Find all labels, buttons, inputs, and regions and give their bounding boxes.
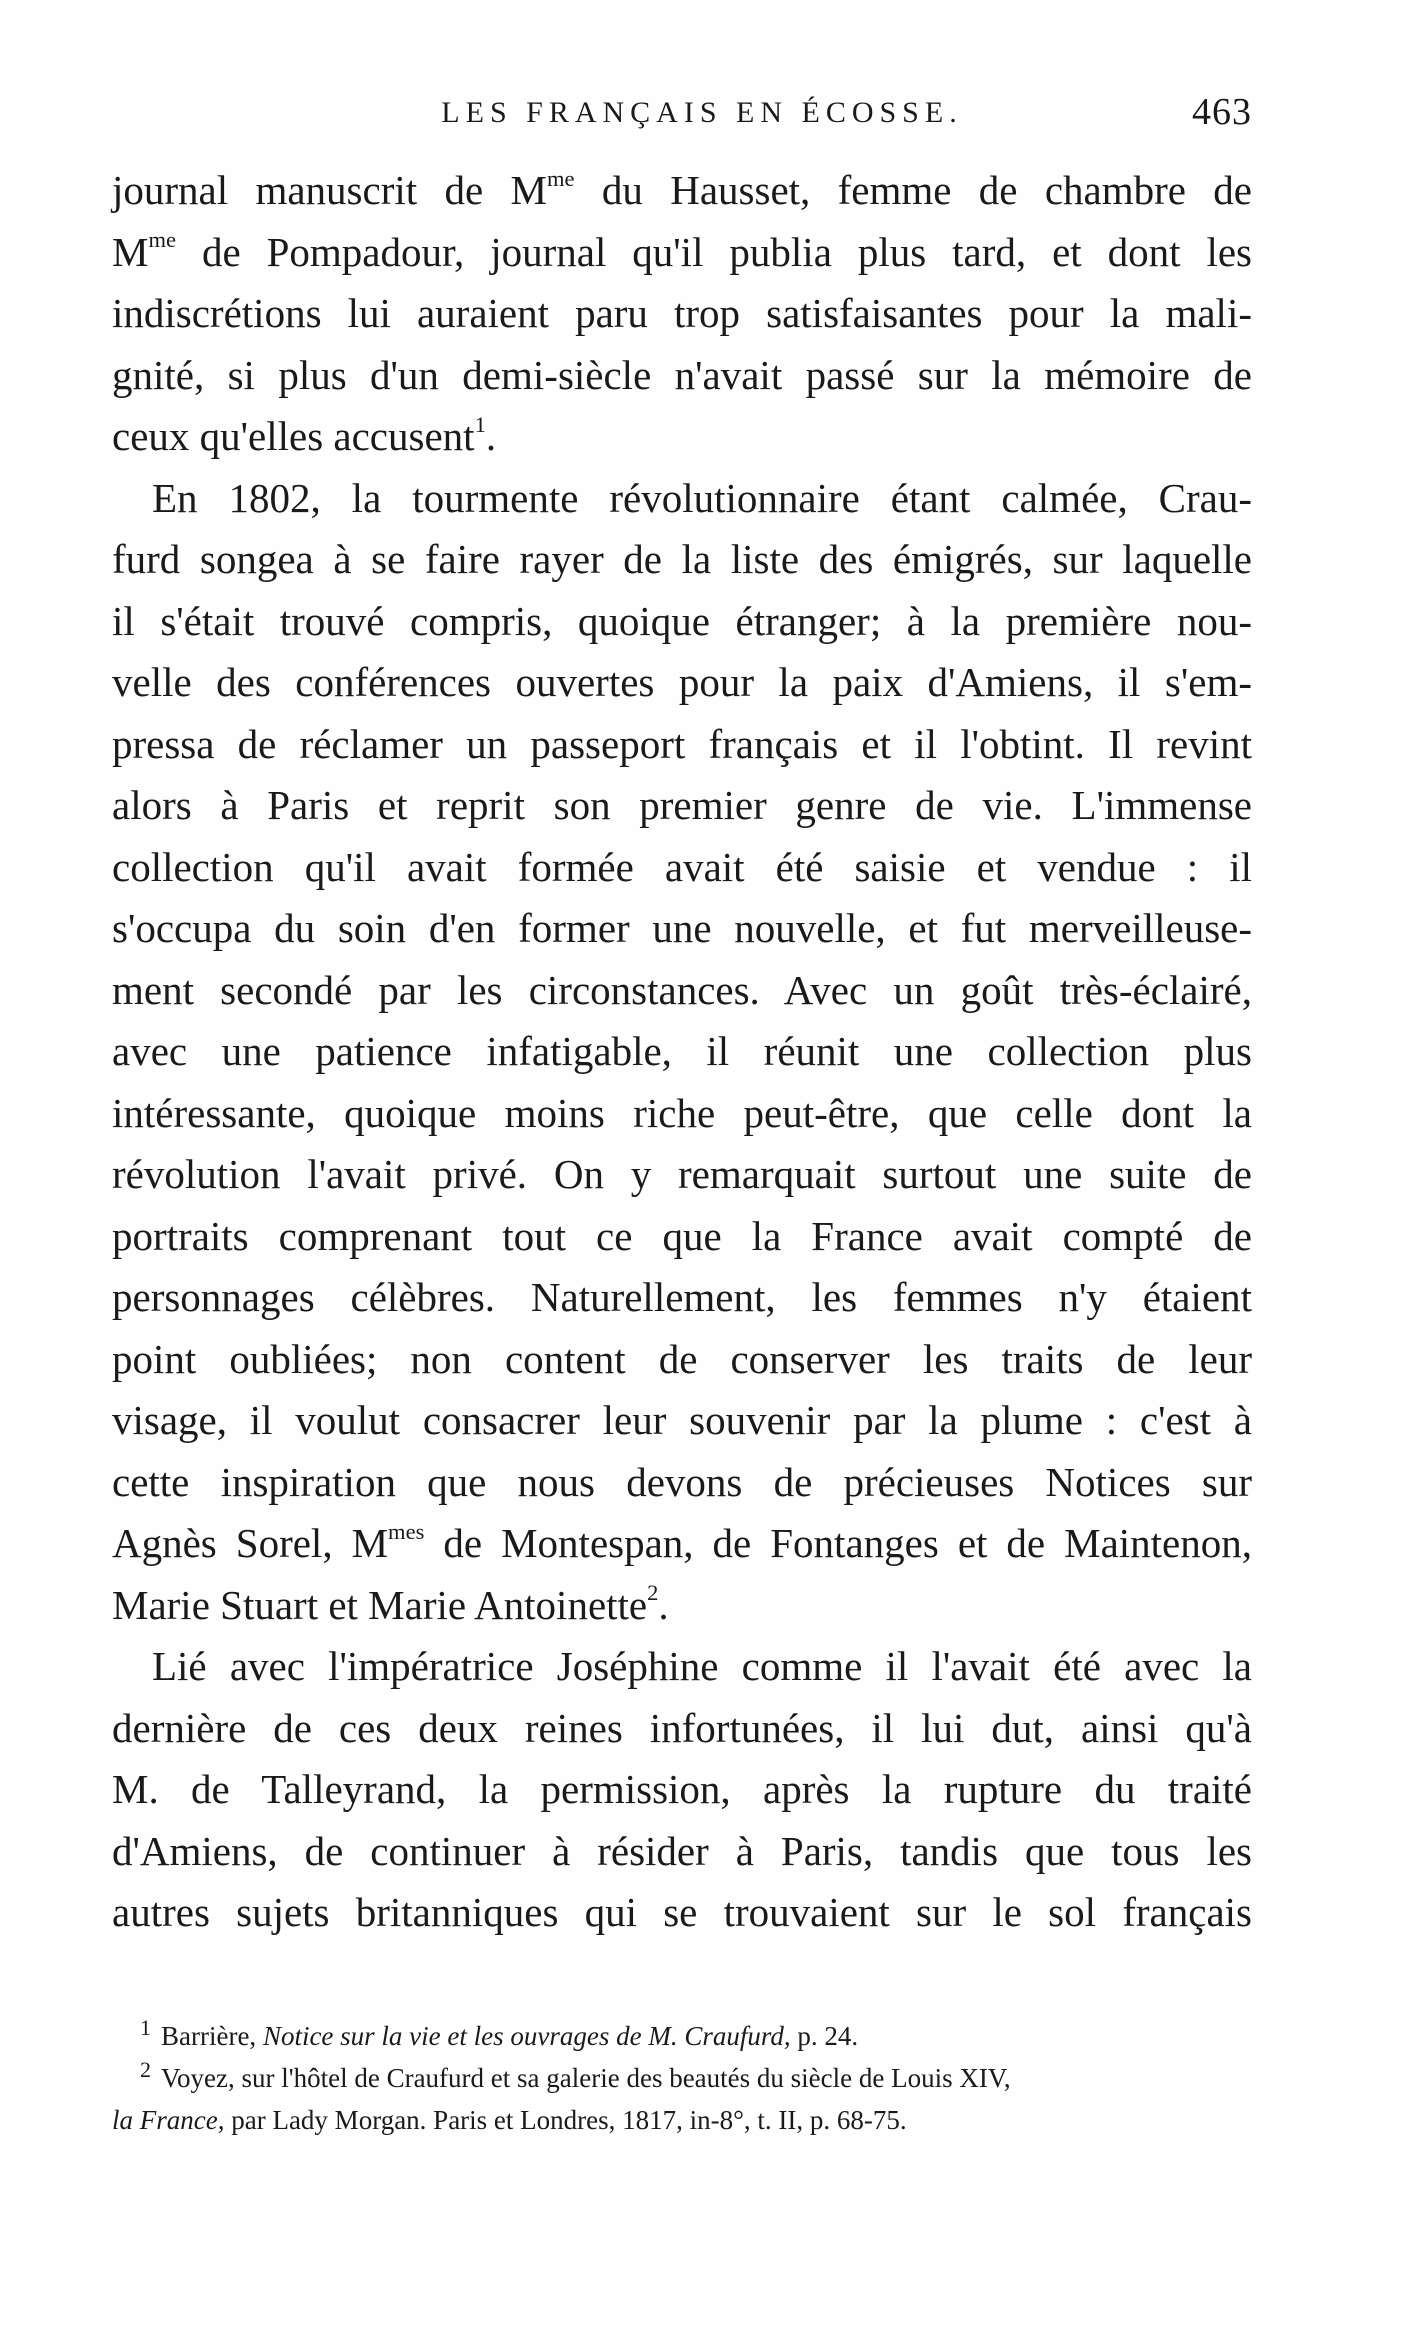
text-line-main: autres sujets britanniques qui se trouvaient sur le sol français bbox=[112, 1889, 1252, 1935]
text-line bbox=[112, 345, 1252, 407]
footnote-2-title: la France, bbox=[112, 2105, 225, 2135]
text-line bbox=[112, 468, 1252, 530]
text-line-main: furd songea à se faire rayer de la liste des émigrés, sur laquelle bbox=[112, 536, 1252, 582]
footnotes bbox=[112, 2015, 1252, 2141]
text-line-main: Lié avec l'impératrice Joséphine comme il l'avait été avec la bbox=[152, 1643, 1252, 1689]
text-line bbox=[112, 1390, 1252, 1452]
footnote-2-line2: par Lady Morgan. Paris et Londres, 1817, in-8°, t. II, p. 68-75. bbox=[224, 2105, 907, 2135]
text-line-main: En 1802, la tourmente révolutionnaire étant calmée, Crau- bbox=[152, 474, 1252, 521]
text-line-rest: de Montespan, de Fontanges et de Maintenon, bbox=[424, 1520, 1253, 1566]
text-line bbox=[112, 1083, 1252, 1145]
text-line-rest: . bbox=[485, 413, 497, 459]
text-line bbox=[112, 1882, 1252, 1944]
superscript: 2 bbox=[647, 1580, 659, 1606]
text-line bbox=[112, 775, 1252, 837]
text-line-main: avec une patience infatigable, il réunit une collection plus bbox=[112, 1028, 1252, 1074]
text-line bbox=[112, 898, 1252, 960]
footnote-1-page: p. 24. bbox=[790, 2021, 859, 2051]
text-line bbox=[112, 1636, 1252, 1698]
text-line-main: M bbox=[112, 228, 149, 275]
superscript: mes bbox=[388, 1518, 425, 1544]
footnote-1-author: Barrière, bbox=[161, 2021, 263, 2051]
footnote-1-title: Notice sur la vie et les ouvrages de M. Craufurd, bbox=[262, 2021, 791, 2051]
text-line-main: Marie Stuart et Marie Antoinette bbox=[112, 1581, 648, 1628]
text-line bbox=[112, 529, 1252, 591]
body-text bbox=[112, 160, 1252, 1944]
text-line-main: cette inspiration que nous devons de précieuses Notices sur bbox=[112, 1458, 1252, 1505]
text-line bbox=[112, 222, 1252, 284]
text-line bbox=[112, 1144, 1252, 1206]
text-line bbox=[112, 283, 1252, 345]
text-line-main: alors à Paris et reprit son premier genre de vie. L'immense bbox=[112, 782, 1252, 828]
text-line bbox=[112, 1021, 1252, 1083]
text-line-main: ment secondé par les circonstances. Avec un goût très-éclairé, bbox=[112, 966, 1252, 1013]
footnote-1-number: 1 bbox=[140, 2015, 151, 2040]
text-line bbox=[112, 1267, 1252, 1329]
text-line bbox=[112, 1698, 1252, 1760]
text-line bbox=[112, 652, 1252, 714]
text-line-rest: . bbox=[658, 1581, 669, 1628]
text-line bbox=[112, 1206, 1252, 1268]
text-line-main: visage, il voulut consacrer leur souvenir par la plume : c'est à bbox=[112, 1397, 1252, 1443]
text-line-main: collection qu'il avait formée avait été saisie et vendue : il bbox=[112, 843, 1252, 890]
text-line-main: point oubliées; non content de conserver les traits de leur bbox=[112, 1335, 1252, 1382]
running-header bbox=[112, 91, 1252, 146]
superscript: me bbox=[148, 227, 177, 253]
text-line-main: ceux qu'elles accusent bbox=[112, 413, 475, 459]
text-line bbox=[112, 1575, 1252, 1637]
text-line bbox=[112, 960, 1252, 1022]
text-line bbox=[112, 1759, 1252, 1821]
text-line bbox=[112, 1452, 1252, 1514]
text-line bbox=[112, 160, 1252, 222]
text-line-main: pressa de réclamer un passeport français et il l'obtint. Il revint bbox=[112, 720, 1252, 767]
superscript: 1 bbox=[474, 411, 486, 437]
text-line-main: révolution l'avait privé. On y remarquait surtout une suite de bbox=[112, 1151, 1252, 1197]
running-title: LES FRANÇAIS EN ÉCOSSE. bbox=[441, 96, 963, 129]
text-line-main: gnité, si plus d'un demi-siècle n'avait passé sur la mémoire de bbox=[112, 351, 1252, 398]
text-line-rest: du Hausset, femme de chambre de bbox=[574, 167, 1253, 213]
text-line-main: intéressante, quoique moins riche peut-être, que celle dont la bbox=[112, 1089, 1252, 1136]
footnote-2-line1: Voyez, sur l'hôtel de Craufurd et sa galerie des beautés du siècle de Louis XIV, bbox=[161, 2063, 1011, 2093]
text-line-main: indiscrétions lui auraient paru trop satisfaisantes pour la mali- bbox=[112, 290, 1252, 336]
text-line-main: journal manuscrit de M bbox=[112, 167, 547, 213]
footnote-2-continuation bbox=[112, 2099, 1252, 2141]
text-line-main: M. de Talleyrand, la permission, après la rupture du traité bbox=[112, 1766, 1252, 1812]
text-line bbox=[112, 591, 1252, 653]
text-line-main: dernière de ces deux reines infortunées, il lui dut, ainsi qu'à bbox=[112, 1704, 1252, 1751]
footnote-2 bbox=[112, 2057, 1252, 2099]
text-line bbox=[112, 1329, 1252, 1391]
text-line bbox=[112, 406, 1252, 468]
text-line bbox=[112, 1821, 1252, 1883]
text-line-main: s'occupa du soin d'en former une nouvelle, et fut merveilleuse- bbox=[112, 905, 1252, 951]
page-number: 463 bbox=[1192, 91, 1252, 133]
text-line-main: portraits comprenant tout ce que la France avait compté de bbox=[112, 1212, 1252, 1259]
footnote-2-number: 2 bbox=[140, 2057, 151, 2082]
text-line-main: d'Amiens, de continuer à résider à Paris, tandis que tous les bbox=[112, 1827, 1252, 1874]
text-line-main: il s'était trouvé compris, quoique étranger; à la première nou- bbox=[112, 597, 1252, 644]
text-line bbox=[112, 1513, 1252, 1575]
text-line-rest: de Pompadour, journal qu'il publia plus tard, et dont les bbox=[176, 228, 1252, 275]
text-line bbox=[112, 714, 1252, 776]
text-line bbox=[112, 837, 1252, 899]
footnote-1 bbox=[112, 2015, 1252, 2057]
superscript: me bbox=[547, 165, 575, 191]
text-line-main: Agnès Sorel, M bbox=[112, 1520, 389, 1566]
text-line-main: velle des conférences ouvertes pour la paix d'Amiens, il s'em- bbox=[112, 659, 1252, 705]
text-line-main: personnages célèbres. Naturellement, les femmes n'y étaient bbox=[112, 1274, 1252, 1320]
